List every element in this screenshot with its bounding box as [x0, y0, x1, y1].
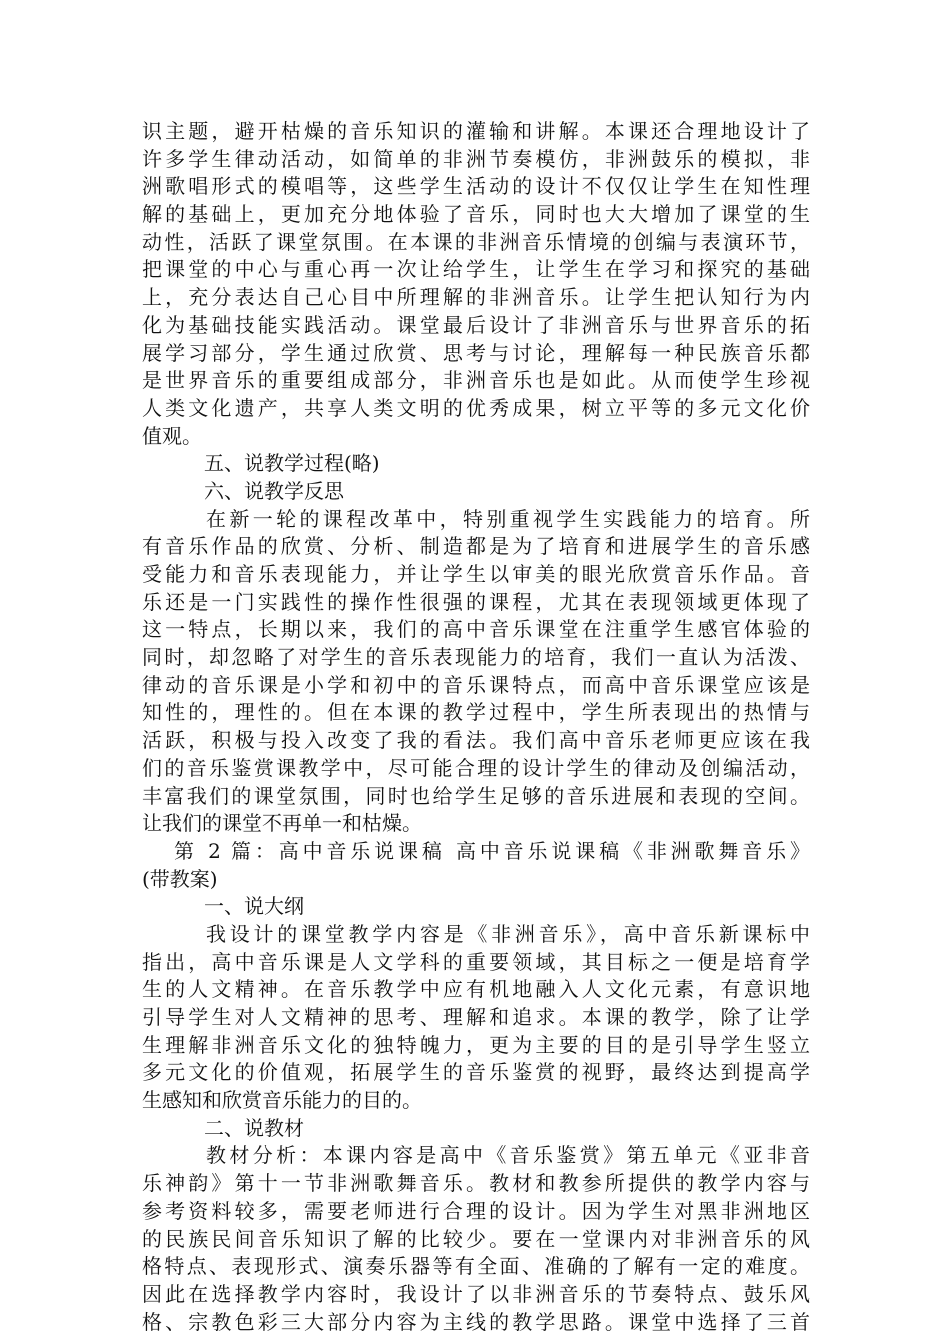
text-line: 展学习部分，学生通过欣赏、思考与讨论，理解每一种民族音乐都 — [142, 340, 810, 365]
text-line: 生的人文精神。在音乐教学中应有机地融入人文化元素，有意识地 — [142, 977, 810, 1002]
text-line: 识主题，避开枯燥的音乐知识的灌输和讲解。本课还合理地设计了 — [142, 119, 810, 143]
text-line: 们的音乐鉴赏课教学中，尽可能合理的设计学生的律动及创编活动， — [142, 755, 810, 780]
text-line: 洲歌唱形式的模唱等，这些学生活动的设计不仅仅让学生在知性理 — [142, 174, 810, 199]
text-line: 上，充分表达自己心目中所理解的非洲音乐。让学生把认知行为内 — [142, 285, 810, 310]
text-line: 生理解非洲音乐文化的独特魄力，更为主要的目的是引导学生竖立 — [142, 1032, 810, 1057]
section-heading: 六、说教学反思 — [204, 478, 344, 503]
article-title: 第 2 篇：高中音乐说课稿 高中音乐说课稿《非洲歌舞音乐》 — [174, 838, 810, 863]
text-line: 知性的，理性的。但在本课的教学过程中，学生所表现出的热情与 — [142, 700, 810, 725]
text-line: 的民族民间音乐知识了解的比较少。要在一堂课内对非洲音乐的风 — [142, 1226, 810, 1251]
text-line: 因此在选择教学内容时，我设计了以非洲音乐的节奏特点、鼓乐风 — [142, 1281, 810, 1306]
text-line: 动性，活跃了课堂氛围。在本课的非洲音乐情境的创编与表演环节， — [142, 229, 810, 254]
text-line: 引导学生对人文精神的思考、理解和追求。本课的教学，除了让学 — [142, 1005, 810, 1029]
text-line: 乐神韵》第十一节非洲歌舞音乐。教材和教参所提供的教学内容与 — [142, 1171, 810, 1196]
text-line: 许多学生律动活动，如简单的非洲节奏模仿，非洲鼓乐的模拟，非 — [142, 146, 810, 171]
text-line: 乐还是一门实践性的操作性很强的课程，尤其在表现领域更体现了 — [142, 589, 810, 614]
text-line: 教材分析：本课内容是高中《音乐鉴赏》第五单元《亚非音 — [206, 1143, 810, 1168]
text-line: 活跃，积极与投入改变了我的看法。我们高中音乐老师更应该在我 — [142, 728, 810, 753]
text-line: 同时，却忽略了对学生的音乐表现能力的培育，我们一直认为活泼、 — [142, 645, 810, 670]
text-line: 把课堂的中心与重心再一次让给学生，让学生在学习和探究的基础 — [142, 257, 810, 282]
text-line: 值观。 — [142, 423, 202, 448]
text-line: 丰富我们的课堂氛围，同时也给学生足够的音乐进展和表现的空间。 — [142, 783, 810, 808]
text-line: 人类文化遗产，共享人类文明的优秀成果，树立平等的多元文化价 — [142, 395, 810, 420]
text-line: 这一特点，长期以来，我们的高中音乐课堂在注重学生感官体验的 — [142, 617, 810, 642]
text-line: 格特点、表现形式、演奏乐器等有全面、准确的了解有一定的难度。 — [142, 1254, 810, 1279]
text-line: 解的基础上，更加充分地体验了音乐，同时也大大增加了课堂的生 — [142, 202, 810, 227]
text-line: 有音乐作品的欣赏、分析、制造都是为了培育和进展学生的音乐感 — [142, 534, 810, 559]
text-line: 生感知和欣赏音乐能力的目的。 — [142, 1088, 422, 1113]
text-line: 指出，高中音乐课是人文学科的重要领域，其目标之一便是培育学 — [142, 949, 810, 974]
text-line: 是世界音乐的重要组成部分，非洲音乐也是如此。从而使学生珍视 — [142, 368, 810, 393]
document-page — [142, 118, 810, 1336]
text-line: 化为基础技能实践活动。课堂最后设计了非洲音乐与世界音乐的拓 — [142, 312, 810, 337]
article-title-continued: (带教案) — [142, 866, 218, 891]
text-line: 多元文化的价值观，拓展学生的音乐鉴赏的视野，最终达到提高学 — [142, 1060, 810, 1085]
section-heading: 五、说教学过程(略) — [204, 451, 380, 476]
text-line: 在新一轮的课程改革中，特别重视学生实践能力的培育。所 — [206, 506, 810, 531]
text-line: 格、宗教色彩三大部分内容为主线的教学思路。课堂中选择了三首 — [142, 1309, 810, 1334]
text-line: 参考资料较多，需要老师进行合理的设计。因为学生对黑非洲地区 — [142, 1198, 810, 1223]
text-line: 我设计的课堂教学内容是《非洲音乐》，高中音乐新课标中 — [206, 921, 810, 946]
section-heading: 二、说教材 — [204, 1115, 304, 1140]
text-line: 律动的音乐课是小学和初中的音乐课特点，而高中音乐课堂应该是 — [142, 672, 810, 697]
text-line: 受能力和音乐表现能力，并让学生以审美的眼光欣赏音乐作品。音 — [142, 562, 810, 586]
text-line: 让我们的课堂不再单一和枯燥。 — [142, 811, 422, 836]
section-heading: 一、说大纲 — [204, 894, 304, 919]
